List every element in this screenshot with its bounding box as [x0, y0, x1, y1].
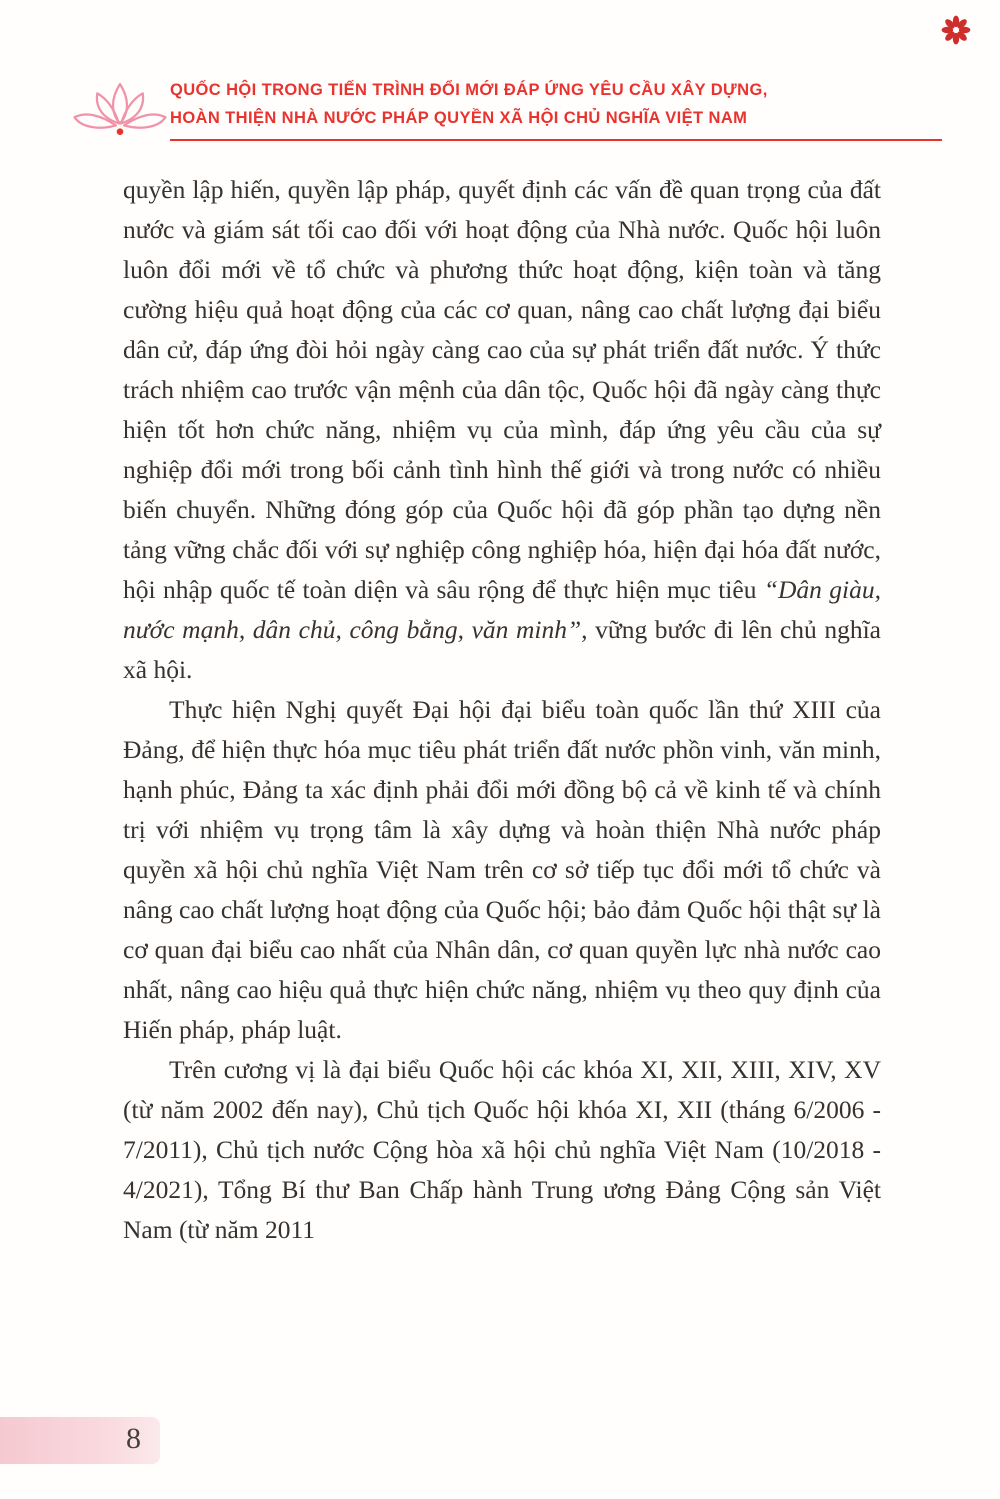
paragraph-run: Trên cương vị là đại biểu Quốc hội các khóa XI, XII, XIII, XIV, XV (từ năm 2002 đến nay), Chủ tịch Quốc hội khóa XI, XII (tháng 6/2006 - 7/2011), Chủ tịch nước Cộng hòa xã hội chủ nghĩa Việt Nam (10/2018 - 4/2021), Tổng Bí thư Ban Chấp hành Trung ương Đảng Cộng sản Việt Nam (từ năm 2011 — [123, 1055, 881, 1244]
chapter-title-line1: QUỐC HỘI TRONG TIẾN TRÌNH ĐỔI MỚI ĐÁP ỨNG YÊU CẦU XÂY DỰNG, — [170, 81, 768, 99]
page-header — [62, 76, 942, 148]
chapter-title-line2: HOÀN THIỆN NHÀ NƯỚC PHÁP QUYỀN XÃ HỘI CHỦ NGHĨA VIỆT NAM — [170, 109, 748, 127]
body-text — [123, 170, 881, 1250]
chapter-title — [170, 76, 942, 141]
lotus-logo-icon — [68, 80, 172, 142]
page-number: 8 — [126, 1422, 141, 1455]
paragraph — [123, 1050, 881, 1250]
paragraph-run: quyền lập hiến, quyền lập pháp, quyết định các vấn đề quan trọng của đất nước và giám sát tối cao đối với hoạt động của Nhà nước. Quốc hội luôn luôn đổi mới về tổ chức và phương thức hoạt động, kiện toàn và tăng cường hiệu quả hoạt động của các cơ quan, nâng cao chất lượng đại biểu dân cử, đáp ứng đòi hỏi ngày càng cao của sự phát triển đất nước. Ý thức trách nhiệm cao trước vận mệnh của dân tộc, Quốc hội đã ngày càng thực hiện tốt hơn chức năng, nhiệm vụ của mình, đáp ứng yêu cầu của sự nghiệp đổi mới trong bối cảnh tình hình thế giới và trong nước có nhiều biến chuyển. Những đóng góp của Quốc hội đã góp phần tạo dựng nền tảng vững chắc đối với sự nghiệp công nghiệp hóa, hiện đại hóa đất nước, hội nhập quốc tế toàn diện và sâu rộng để thực hiện mục tiêu — [123, 175, 881, 604]
paragraph-run-italic: “Dân giàu, nước mạnh, dân chủ, công bằng, văn minh”, — [123, 575, 881, 644]
paragraph-run: Thực hiện Nghị quyết Đại hội đại biểu toàn quốc lần thứ XIII của Đảng, để hiện thực hóa mục tiêu phát triển đất nước phồn vinh, văn minh, hạnh phúc, Đảng ta xác định phải đổi mới đồng bộ cả về kinh tế và chính trị với nhiệm vụ trọng tâm là xây dựng và hoàn thiện Nhà nước pháp quyền xã hội chủ nghĩa Việt Nam trên cơ sở tiếp tục đổi mới tổ chức và nâng cao chất lượng hoạt động của Quốc hội; bảo đảm Quốc hội thật sự là cơ quan đại biểu cao nhất của Nhân dân, cơ quan quyền lực nhà nước cao nhất, nâng cao hiệu quả thực hiện chức năng, nhiệm vụ theo quy định của Hiến pháp, pháp luật. — [123, 695, 881, 1044]
paragraph — [123, 690, 881, 1050]
paragraph-run: vững bước đi lên chủ nghĩa xã hội. — [123, 615, 882, 684]
paragraph — [123, 170, 881, 690]
flower-ornament-icon — [940, 14, 972, 46]
